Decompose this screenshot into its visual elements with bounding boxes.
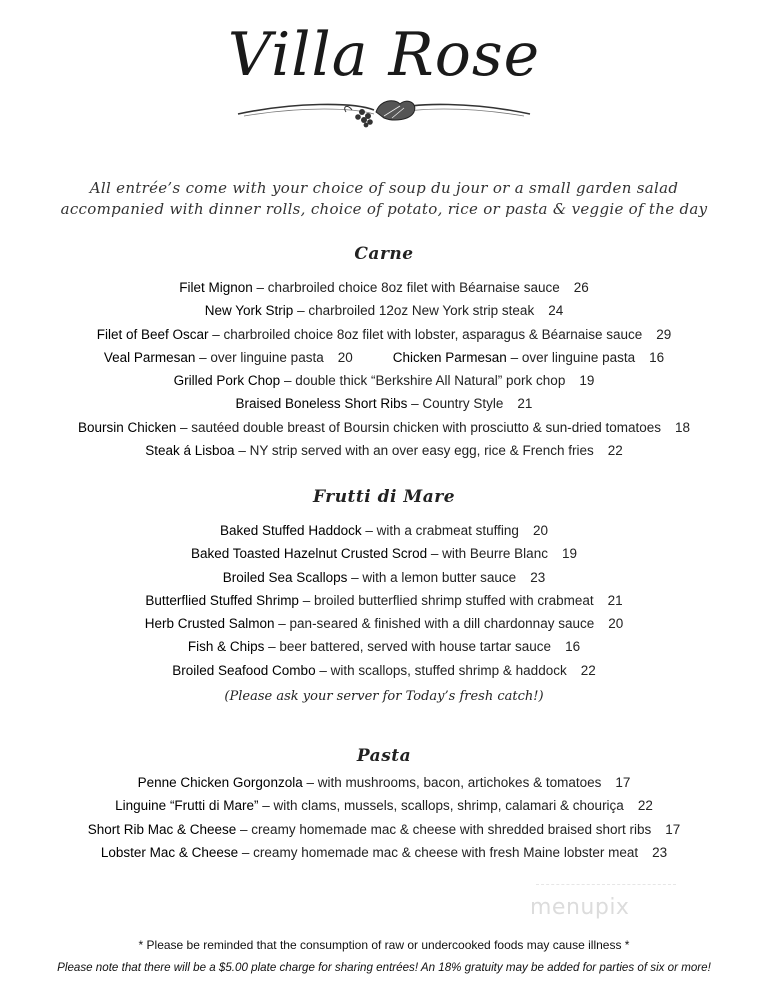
restaurant-title: Villa Rose [227,20,541,90]
menu-item-price: 23 [652,844,668,860]
menu-item-price: 17 [615,775,631,790]
menu-item [0,794,768,817]
menu-item-name: Penne Chicken Gorgonzola [137,775,303,790]
menu-item [0,276,768,299]
menu-item-desc: – over linguine pasta [195,349,324,365]
menu-item-price: 21 [517,396,533,412]
menu-item-name: Broiled Sea Scallops [222,569,348,585]
menu-item-name: Baked Stuffed Haddock [220,523,362,538]
menu-item-name: Fish & Chips [187,639,265,655]
menu-item-price: 24 [548,303,564,319]
menu-item-desc: – with a crabmeat stuffing [361,523,519,538]
menu-item-desc: – over linguine pasta [506,349,636,365]
intro-line-1: All entrée’s come with your choice of soup du jour or a small garden salad [89,179,679,197]
menu-item-desc: – creamy homemade mac & cheese with shredded braised short ribs [236,821,652,837]
menu-item-price: 19 [561,546,577,562]
menu-item [0,612,768,635]
menu-item-price: 22 [607,443,623,459]
menu-item [0,659,768,682]
menu-item-price: 26 [573,280,589,295]
menu-item-name: Steak á Lisboa [145,443,235,459]
section-title-pasta: Pasta [356,746,412,766]
menu-item-name: Filet of Beef Oscar [96,326,209,342]
menu-item-price: 20 [608,616,624,632]
plate-charge-note: Please note that there will be a $5.00 plate charge for sharing entrées! An 18% gratuity may be added for parties of six or more! [57,961,711,974]
menu-item-name: Linguine “Frutti di Mare” [115,798,259,814]
menu-item-desc: – charbroiled choice 8oz filet with lobster, asparagus & Béarnaise sauce [208,326,643,342]
fresh-catch-note: (Please ask your server for Today’s fresh catch!) [224,689,544,704]
menu-item [0,439,768,462]
menu-item-desc: – NY strip served with an over easy egg, rice & French fries [234,443,594,459]
menu-item [0,566,768,589]
intro-text [0,178,768,220]
menu-item-desc: – creamy homemade mac & cheese with fresh Maine lobster meat [238,844,639,860]
raw-food-disclaimer: * Please be reminded that the consumption of raw or undercooked foods may cause illness * [138,938,630,952]
menu-item-name: Herb Crusted Salmon [144,616,275,632]
menu-item-price: 23 [530,569,546,585]
menu-item-price: 20 [532,523,548,538]
grape-vine-ornament-icon [234,94,534,128]
menu-item-price: 19 [579,373,595,389]
menu-item-price: 16 [649,349,665,365]
menu-item-pair [0,346,768,369]
menu-item-price: 18 [675,419,691,435]
menu-item [0,542,768,565]
menu-item-price: 22 [637,798,653,814]
menu-item [0,392,768,415]
menu-item [0,323,768,346]
menu-item [0,818,768,841]
menu-item-price: 21 [607,592,623,608]
section-title-frutti-di-mare: Frutti di Mare [312,487,456,507]
menu-item-name: Lobster Mac & Cheese [100,844,239,860]
carne-list [0,276,768,462]
pasta-list [0,771,768,864]
menu-item-price: 17 [665,821,681,837]
menu-item-name: Short Rib Mac & Cheese [87,821,237,837]
menu-item-desc: – with scallops, stuffed shrimp & haddock [315,662,567,678]
intro-line-2: accompanied with dinner rolls, choice of potato, rice or pasta & veggie of the day [60,200,708,218]
menu-item-name: Grilled Pork Chop [173,373,281,389]
menu-item [0,635,768,658]
menu-item-price: 20 [337,349,353,365]
menu-item-desc: – double thick “Berkshire All Natural” pork chop [280,373,566,389]
menupix-watermark: menupix [530,895,630,920]
menu-item [0,416,768,439]
menu-item-price: 22 [580,662,596,678]
menu-item-name: Butterflied Stuffed Shrimp [145,592,299,608]
menu-item-name: Baked Toasted Hazelnut Crusted Scrod [191,546,428,562]
menu-item [0,299,768,322]
menu-item-desc: – with mushrooms, bacon, artichokes & tomatoes [302,775,602,790]
menu-item-name: Braised Boneless Short Ribs [235,396,408,412]
section-title-carne: Carne [354,244,414,264]
menu-item [0,841,768,864]
menu-item-name: New York Strip [204,303,294,319]
menu-item-name: Chicken Parmesan [392,349,507,365]
menu-item-desc: – Country Style [407,396,504,412]
menu-item-desc: – with a lemon butter sauce [347,569,517,585]
menu-item [0,519,768,542]
menu-item [0,589,768,612]
menu-item-desc: – with clams, mussels, scallops, shrimp, calamari & chouriça [258,798,624,814]
menu-item-name: Boursin Chicken [77,419,177,435]
watermark-rule [536,884,676,893]
menu-item-desc: – charbroiled 12oz New York strip steak [293,303,535,319]
menu-item-price: 16 [565,639,581,655]
menu-item-desc: – with Beurre Blanc [427,546,548,562]
menu-item-desc: – charbroiled choice 8oz filet with Béarnaise sauce [252,280,560,295]
menu-item-desc: – sautéed double breast of Boursin chicken with prosciutto & sun-dried tomatoes [176,419,662,435]
menu-item-name: Broiled Seafood Combo [172,662,316,678]
menu-item [0,369,768,392]
menu-item [0,771,768,794]
menu-item-desc: – beer battered, served with house tartar sauce [264,639,552,655]
menu-item-name: Veal Parmesan [103,349,196,365]
menu-item-name: Filet Mignon [179,280,253,295]
menu-item-desc: – broiled butterflied shrimp stuffed with crabmeat [298,592,594,608]
menu-item-desc: – pan-seared & finished with a dill chardonnay sauce [274,616,595,632]
frutti-list [0,519,768,682]
menu-item-price: 29 [656,326,672,342]
